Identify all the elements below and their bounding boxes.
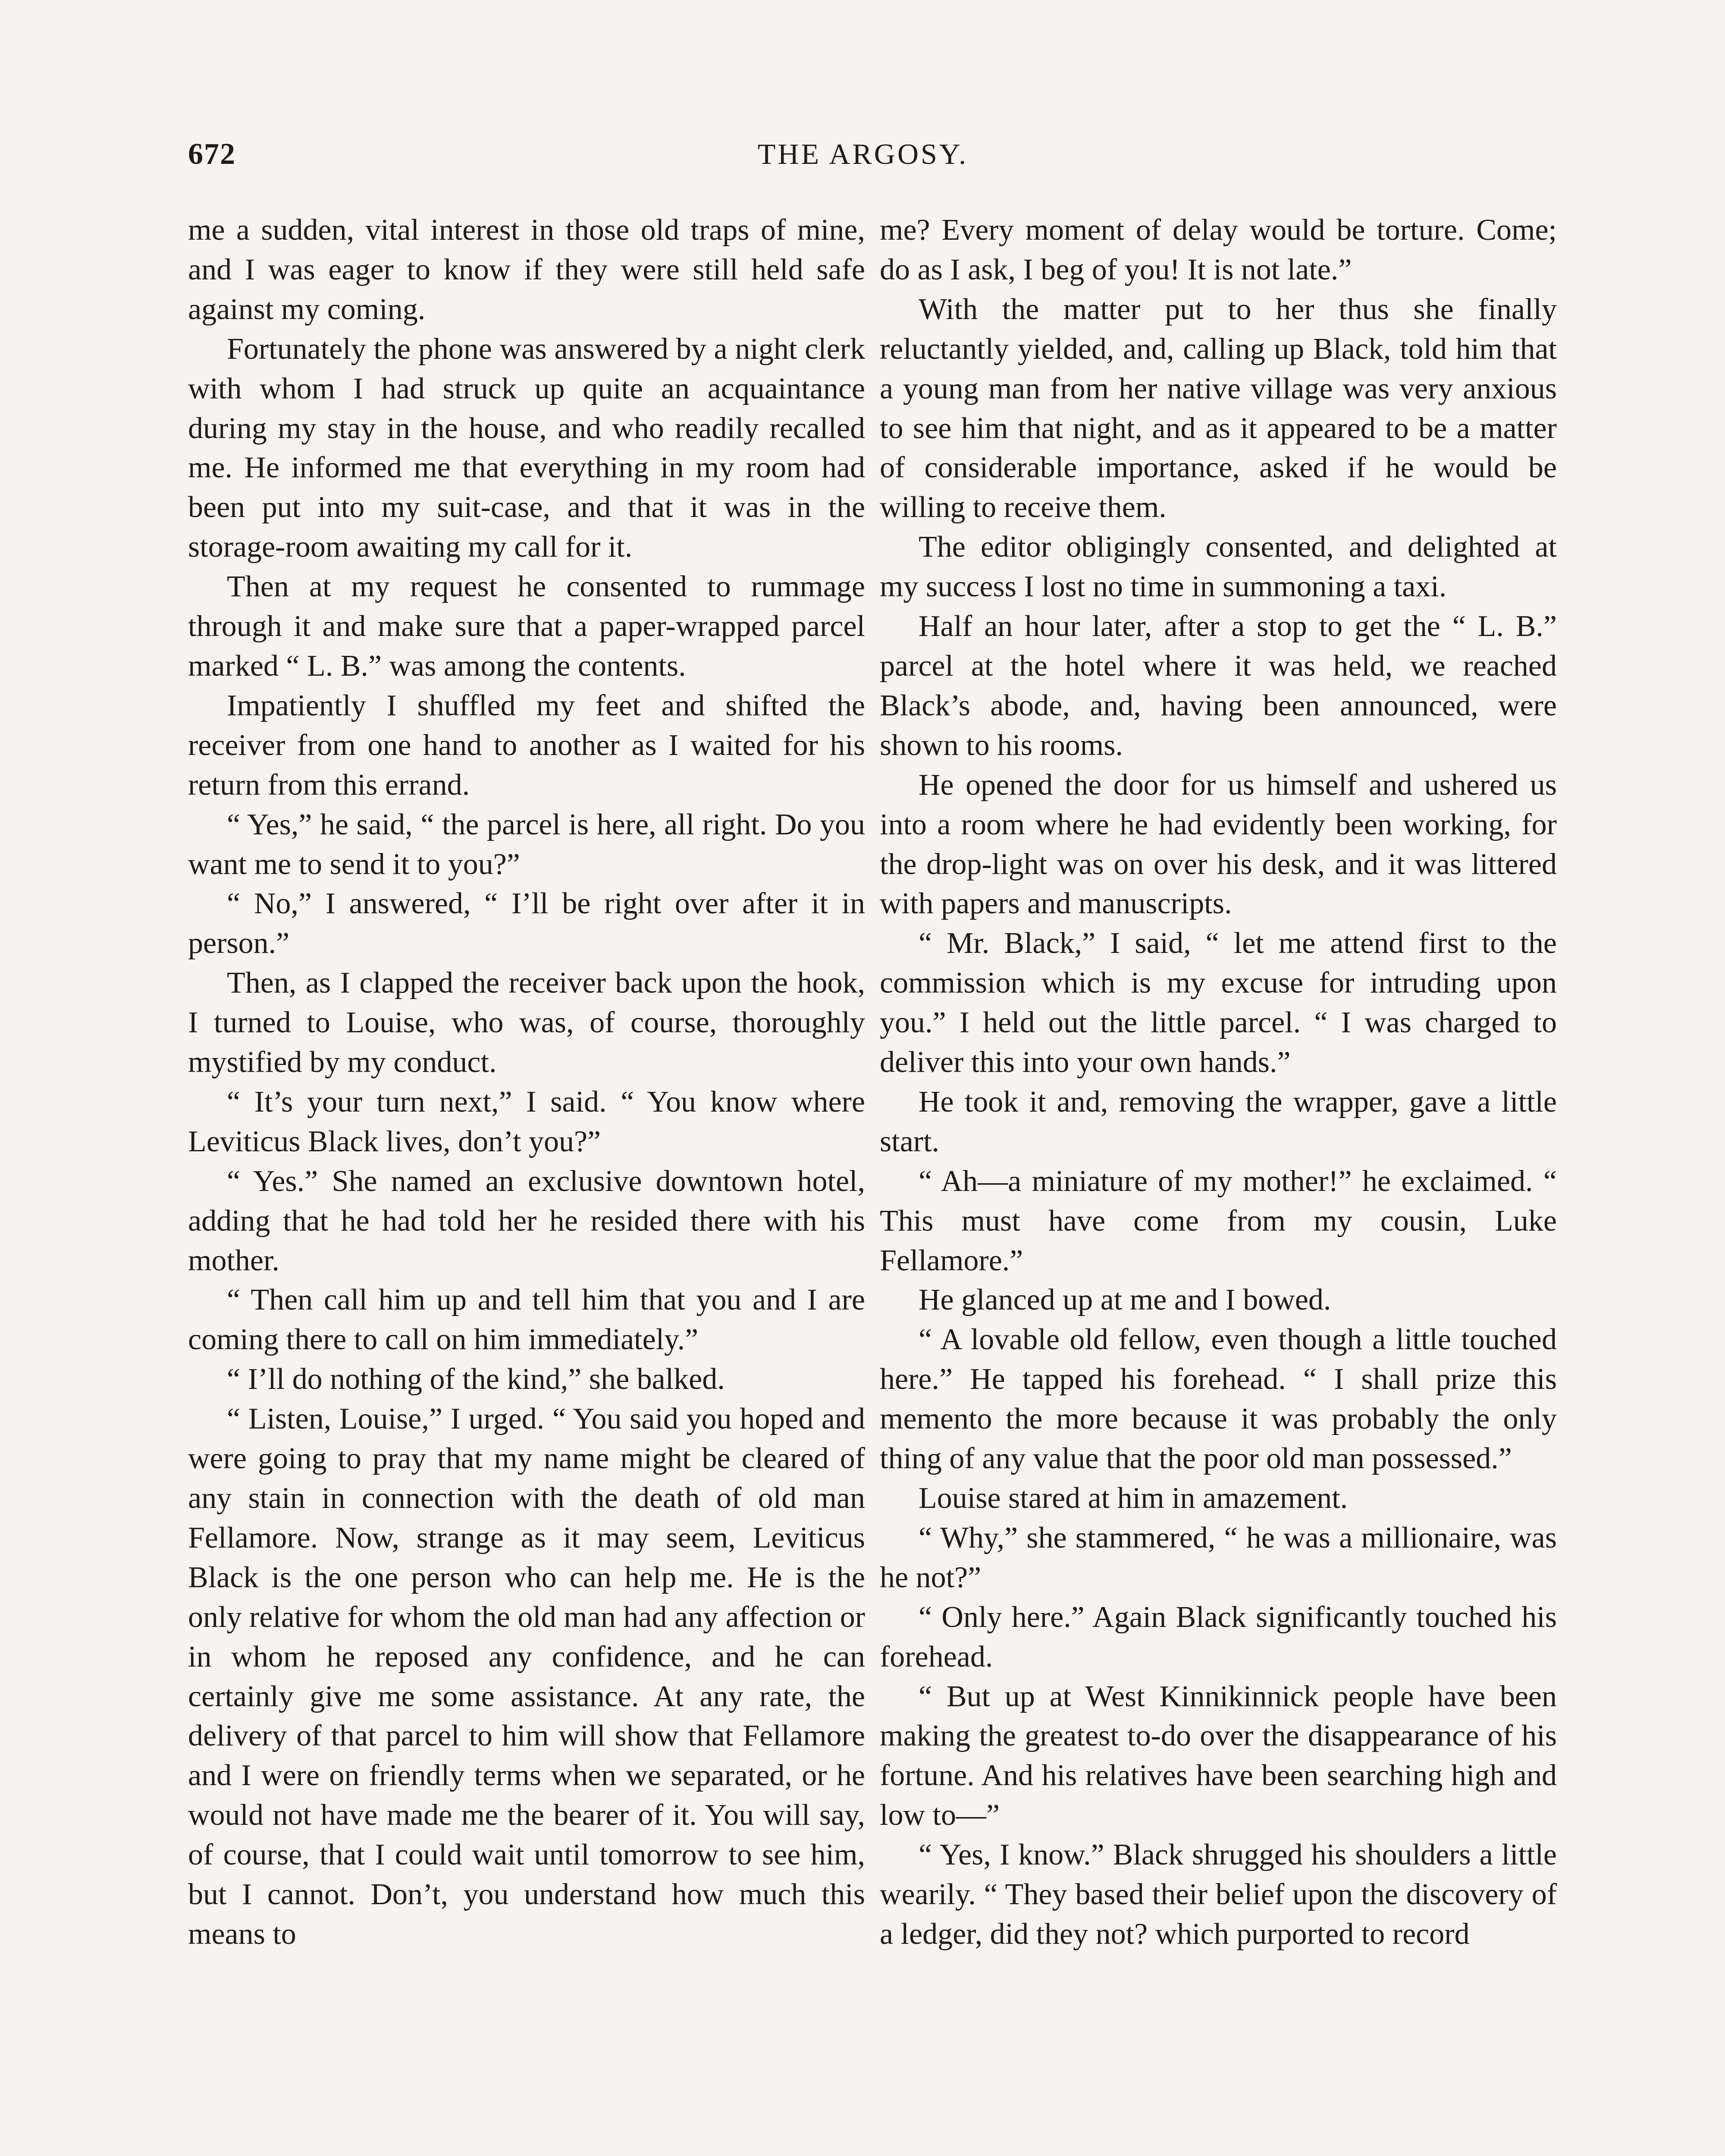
paragraph: With the matter put to her thus she finally reluctantly yielded, and, calling up Black, told him that a young man from her native village was very anxious to see him that night, and as it appeared to be a matter of considerable importance, asked if he would be willing to receive them.	[880, 292, 1557, 524]
paragraph: “ I’ll do nothing of the kind,” she balked.	[227, 1363, 725, 1396]
paragraph: Fortunately the phone was answered by a night clerk with whom I had struck up quite an acquaintance during my stay in the house, and who readily recalled me. He informed me that everything in my room had been put into my suit-case, and that it was in the storage-room awaiting my call for it.	[188, 332, 865, 564]
paragraph: “ Yes, I know.” Black shrugged his shoulders a little wearily. “ They based their belief upon the discovery of a ledger, did they not? which purported to record	[880, 1838, 1557, 1951]
paragraph: He glanced up at me and I bowed.	[919, 1283, 1331, 1317]
paragraph: “ Yes.” She named an exclusive downtown hotel, adding that he had told her he resided there with his mother.	[188, 1164, 865, 1277]
paragraph: “ But up at West Kinnikinnick people have been making the greatest to-do over the disappearance of his fortune. And his relatives have been searching high and low to—”	[880, 1680, 1557, 1832]
running-title: THE ARGOSY.	[757, 138, 969, 170]
paragraph: Impatiently I shuffled my feet and shifted the receiver from one hand to another as I waited for his return from this errand.	[188, 689, 865, 802]
left-column	[188, 210, 865, 1954]
paragraph: Then at my request he consented to rummage through it and make sure that a paper-wrapped parcel marked “ L. B.” was among the contents.	[188, 570, 865, 683]
paragraph: “ A lovable old fellow, even though a little touched here.” He tapped his forehead. “ I shall prize this memento the more because it was probably the only thing of any value that the poor old man possessed.”	[880, 1323, 1557, 1476]
paragraph: “ Mr. Black,” I said, “ let me attend first to the commission which is my excuse for intruding upon you.” I held out the little parcel. “ I was charged to deliver this into your own hands.”	[880, 927, 1557, 1079]
paragraph: “ Only here.” Again Black significantly touched his forehead.	[880, 1600, 1557, 1673]
page-number: 672	[188, 138, 236, 171]
paragraph: “ Then call him up and tell him that you and I are coming there to call on him immediately.”	[188, 1283, 865, 1357]
paragraph: Louise stared at him in amazement.	[919, 1482, 1348, 1515]
paragraph: “ It’s your turn next,” I said. “ You know where Leviticus Black lives, don’t you?”	[188, 1085, 865, 1158]
paragraph: “ Why,” she stammered, “ he was a millionaire, was he not?”	[880, 1521, 1557, 1594]
page-header	[188, 137, 1538, 189]
paragraph: Half an hour later, after a stop to get the “ L. B.” parcel at the hotel where it was held, we reached Black’s abode, and, having been announced, were shown to his rooms.	[880, 610, 1557, 762]
paragraph: me a sudden, vital interest in those old traps of mine, and I was eager to know if they were still held safe against my coming.	[188, 213, 865, 326]
right-column	[880, 210, 1557, 1954]
paragraph: “ Yes,” he said, “ the parcel is here, all right. Do you want me to send it to you?”	[188, 808, 865, 881]
paragraph: “ No,” I answered, “ I’ll be right over after it in person.”	[188, 887, 865, 960]
paragraph: He took it and, removing the wrapper, gave a little start.	[880, 1085, 1557, 1158]
paragraph: “ Listen, Louise,” I urged. “ You said you hoped and were going to pray that my name might be cleared of any stain in connection with the death of old man Fellamore. Now, strange as it may seem, Leviticus Black is the one person who can help me. He is the only relative for whom the old man had any affection or in whom he reposed any confidence, and he can certainly give me some assistance. At any rate, the delivery of that parcel to him will show that Fellamore and I were on friendly terms when we separated, or he would not have made me the bearer of it. You will say, of course, that I could wait until tomorrow to see him, but I cannot. Don’t, you understand how much this means to	[188, 1402, 865, 1951]
paragraph: me? Every moment of delay would be torture. Come; do as I ask, I beg of you! It is not late.”	[880, 213, 1557, 286]
paragraph: “ Ah—a miniature of my mother!” he exclaimed. “ This must have come from my cousin, Luke Fellamore.”	[880, 1164, 1557, 1277]
paragraph: He opened the door for us himself and ushered us into a room where he had evidently been working, for the drop-light was on over his desk, and it was littered with papers and manuscripts.	[880, 768, 1557, 921]
paragraph: The editor obligingly consented, and delighted at my success I lost no time in summoning a taxi.	[880, 530, 1557, 604]
paragraph: Then, as I clapped the receiver back upon the hook, I turned to Louise, who was, of course, thoroughly mystified by my conduct.	[188, 966, 865, 1079]
